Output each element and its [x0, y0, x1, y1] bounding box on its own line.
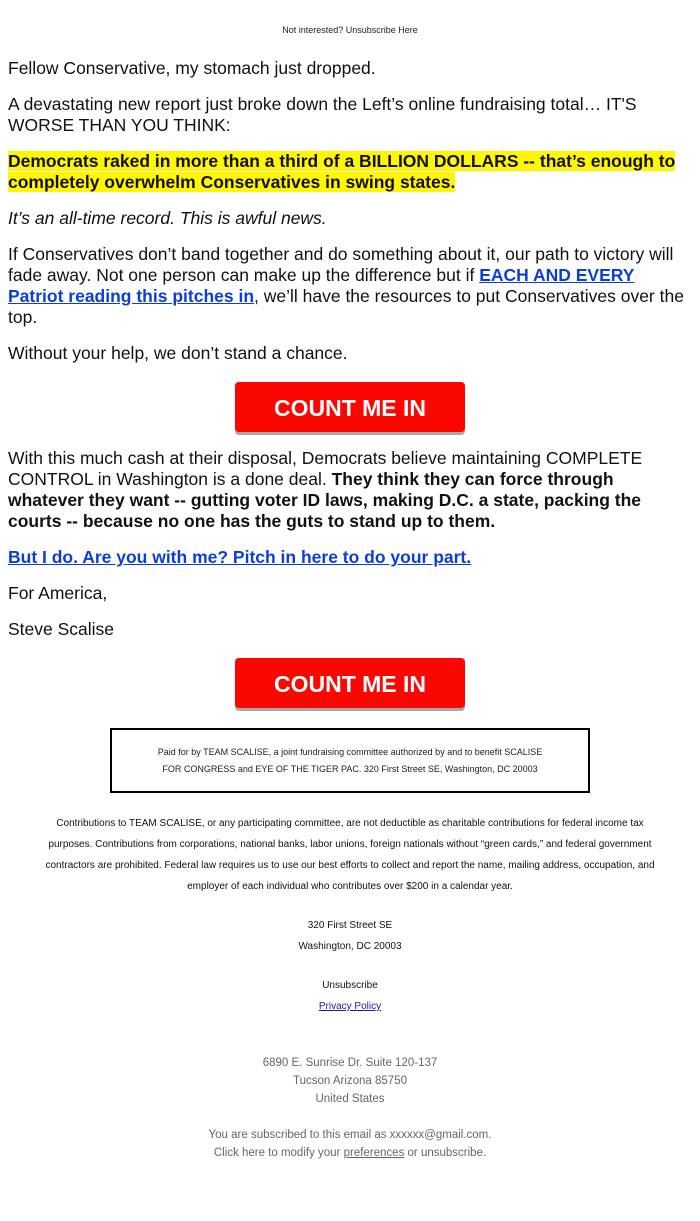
paragraph-report: A devastating new report just broke down the Left’s online fundraising total… IT'S WORSE THAN YOU THINK:	[8, 94, 637, 135]
pitch-in-link[interactable]: But I do. Are you with me? Pitch in here to do your part.	[8, 547, 472, 567]
sender-address	[0, 1054, 700, 1108]
paid-for-line-2: FOR CONGRESS and EYE OF THE TIGER PAC. 320 First Street SE, Washington, DC 20003	[162, 764, 538, 774]
disclaimer-line-1: Contributions to TEAM SCALISE, or any participating committee, are not deductible as charitable contributions for federal income tax	[56, 818, 644, 829]
italic-paragraph	[8, 208, 692, 229]
footer-address-2: Tucson Arizona 85750	[292, 1075, 407, 1087]
modify-line	[0, 1144, 700, 1162]
disclaimer	[0, 813, 700, 897]
footer-address-1: 6890 E. Sunrise Dr. Suite 120-137	[262, 1057, 438, 1069]
unsubscribe-top-link[interactable]: Not interested? Unsubscribe Here	[282, 25, 418, 35]
highlight-paragraph	[8, 151, 692, 193]
each-and-every-link[interactable]: EACH AND EVERY Patriot reading this pitches in	[8, 265, 635, 306]
highlight-text: Democrats raked in more than a third of a BILLION DOLLARS -- that’s enough to completely overwhelm Conservatives in swing states.	[8, 151, 676, 192]
paragraph-without-help: Without your help, we don’t stand a chance.	[8, 343, 348, 363]
paid-for-line-1: Paid for by TEAM SCALISE, a joint fundraising committee authorized by and to benefit SCALISE	[157, 747, 543, 757]
signature: Steve Scalise	[8, 619, 115, 639]
paragraph-band-together	[8, 244, 692, 328]
paragraph-cash	[8, 448, 692, 532]
count-me-in-button-2[interactable]: COUNT ME IN	[235, 658, 465, 708]
pitch-in-paragraph	[8, 547, 692, 568]
p5-text-before: If Conservatives don’t band together and do something about it, our path to victory will fade away. Not one person can make up the difference but if	[8, 244, 674, 285]
modify-text-before[interactable]: Click here to modify your	[213, 1147, 344, 1159]
footer-links	[0, 975, 700, 1017]
preferences-link[interactable]: preferences	[343, 1147, 405, 1159]
unsubscribe-link[interactable]: Unsubscribe	[322, 980, 378, 991]
p7-bold-text: They think they can force through whatever they want -- gutting voter ID laws, making D.C. a state, packing the courts -- because no one has the guts to stand up to them.	[8, 469, 642, 531]
paid-for-section	[0, 728, 700, 793]
italic-text: It’s an all-time record. This is awful news.	[8, 208, 327, 228]
mailing-address	[0, 915, 700, 957]
paid-for-box	[110, 728, 590, 793]
subscribed-text: You are subscribed to this email as xxxxxx@gmail.com.	[208, 1129, 492, 1141]
footer-country: United States	[315, 1093, 385, 1105]
email-body	[0, 58, 700, 708]
sign-off: For America,	[8, 583, 108, 603]
address-city: Washington, DC 20003	[298, 941, 402, 952]
modify-text-after[interactable]: or unsubscribe.	[404, 1147, 487, 1159]
cta-wrapper-1	[8, 382, 692, 432]
disclaimer-line-2: purposes. Contributions from corporations, national banks, labor unions, foreign nationals without “green cards,” and federal government	[48, 839, 652, 850]
count-me-in-button-1[interactable]: COUNT ME IN	[235, 382, 465, 432]
privacy-policy-link[interactable]: Privacy Policy	[318, 1001, 382, 1012]
greeting: Fellow Conservative, my stomach just dropped.	[8, 58, 376, 78]
address-street: 320 First Street SE	[307, 920, 393, 931]
p5-text-after: , we’ll have the resources to put Conservatives over the top.	[8, 286, 684, 327]
cta-wrapper-2	[8, 658, 692, 708]
disclaimer-line-3: contractors are prohibited. Federal law requires us to use our best efforts to collect and report the name, mailing address, occupation, and	[45, 860, 655, 871]
p7-normal-text: With this much cash at their disposal, Democrats believe maintaining COMPLETE CONTROL in Washington is a done deal.	[8, 448, 643, 489]
disclaimer-line-4: employer of each individual who contributes over $200 in a calendar year.	[187, 881, 513, 892]
subscription-info	[0, 1126, 700, 1162]
